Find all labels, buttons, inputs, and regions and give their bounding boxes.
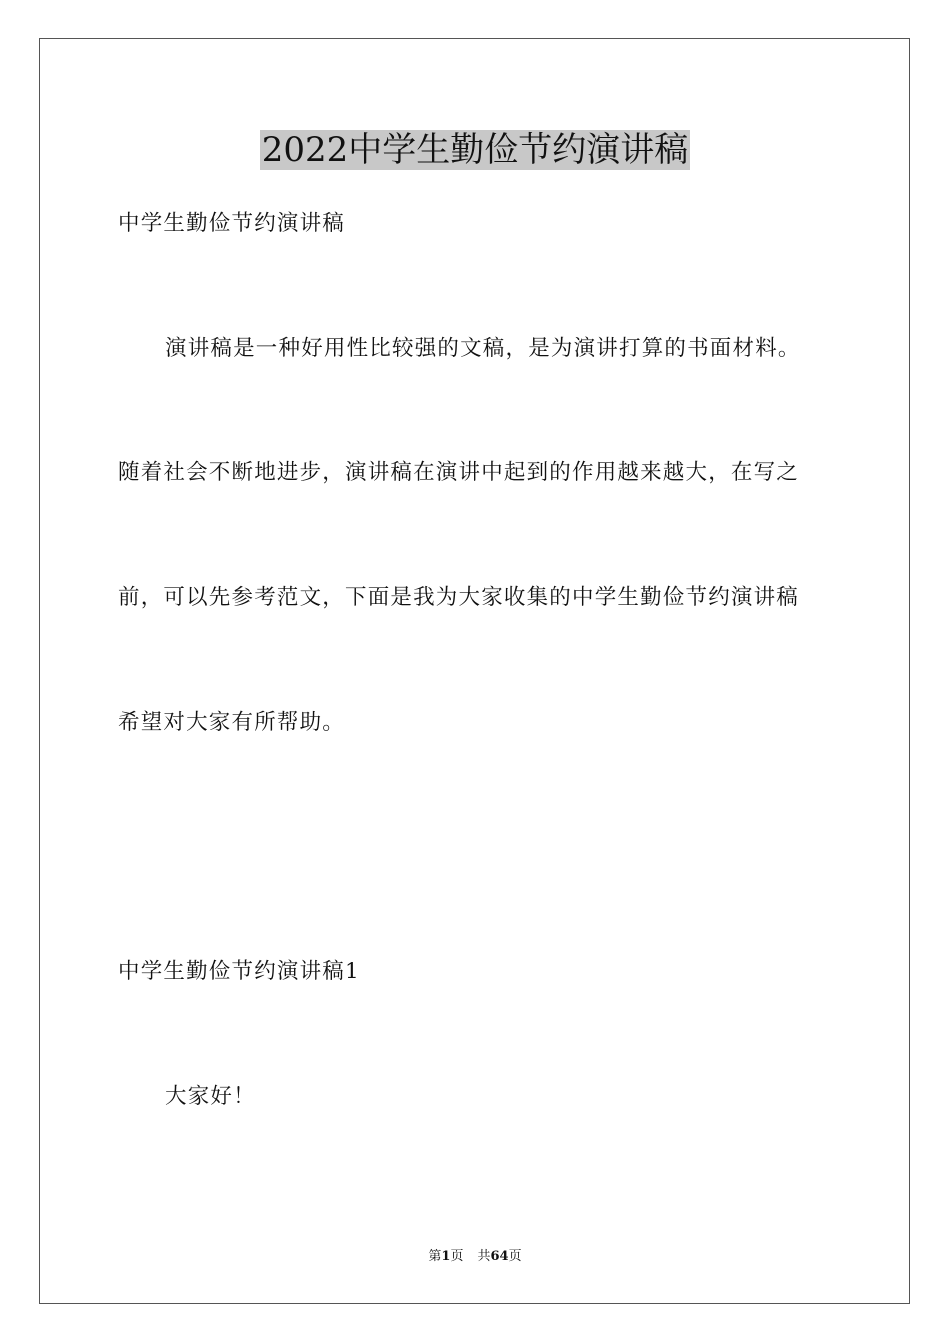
total-page-count: 64 [490, 1249, 509, 1264]
document-subtitle: 中学生勤俭节约演讲稿 [118, 211, 346, 236]
paragraph-line: 希望对大家有所帮助。 [118, 710, 346, 735]
document-title [0, 124, 950, 176]
current-page-number: 1 [441, 1249, 451, 1264]
total-label-prefix: 共 [477, 1249, 491, 1264]
total-label-suffix: 页 [508, 1249, 522, 1264]
paragraph-line: 随着社会不断地进步，演讲稿在演讲中起到的作用越来越大，在写之 [118, 460, 800, 485]
paragraph-line: 前，可以先参考范文，下面是我为大家收集的中学生勤俭节约演讲稿 [118, 585, 800, 610]
paragraph-line: 演讲稿是一种好用性比较强的文稿，是为演讲打算的书面材料。 [165, 336, 801, 361]
section-heading: 中学生勤俭节约演讲稿1 [118, 959, 360, 984]
page-footer [0, 1248, 950, 1266]
page-label-prefix: 第 [428, 1249, 442, 1264]
greeting-line: 大家好！ [165, 1084, 256, 1109]
page-label-suffix: 页 [450, 1249, 464, 1264]
document-title-text: 2022中学生勤俭节约演讲稿 [261, 130, 689, 170]
